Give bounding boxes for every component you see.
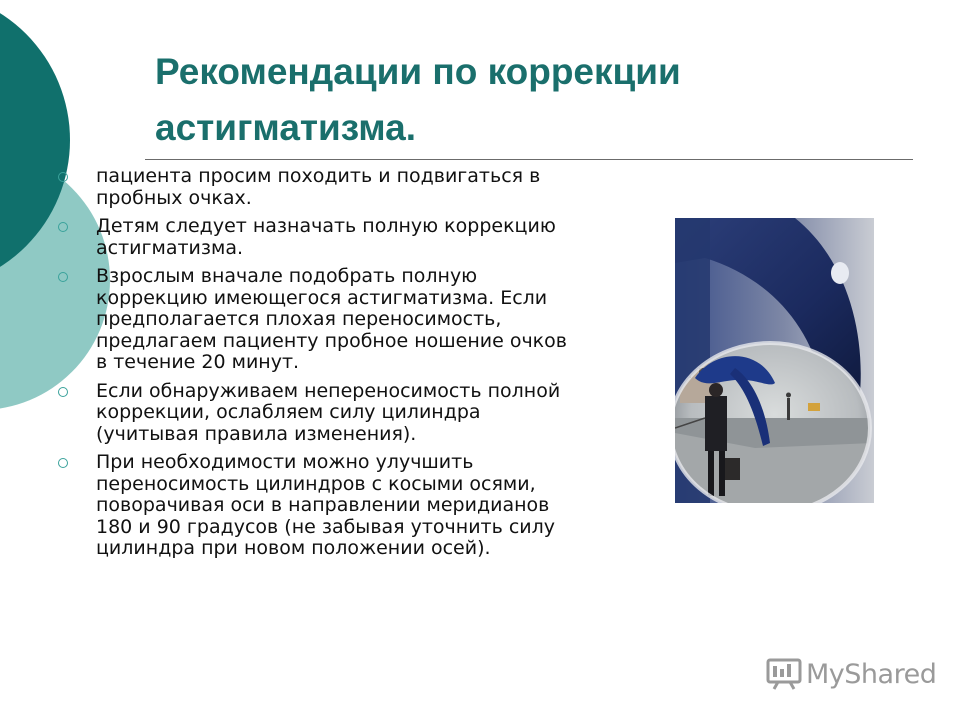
bullet-text: Если обнаруживаем непереносимость полной коррекции, ослабляем силу цилиндра (учитывая правила изменения). <box>96 379 561 445</box>
bullet-item <box>58 381 568 446</box>
bullet-item <box>58 166 568 209</box>
bullet-text: При необходимости можно улучшить переносимость цилиндров с косыми осями, поворачивая оси в направлении меридианов 180 и 90 градусов (не забывая уточнить силу цилиндра при новом положении осей). <box>96 451 556 559</box>
slide-title: Рекомендации по коррекции астигматизма. <box>155 51 681 148</box>
photo-umbrella-lens-icon <box>675 218 874 503</box>
bullet-list <box>58 166 568 567</box>
bullet-item <box>58 452 568 560</box>
bullet-text: пациента просим походить и подвигаться в пробных очках. <box>96 165 541 209</box>
watermark-text: MyShared <box>806 658 937 690</box>
bullet-circle-icon <box>58 222 68 232</box>
myshared-logo-icon <box>766 657 806 691</box>
title-divider <box>145 159 913 160</box>
photo-umbrella-lens <box>675 218 874 503</box>
bullet-circle-icon <box>58 272 68 282</box>
myshared-watermark <box>766 656 936 692</box>
bullet-circle-icon <box>58 387 68 397</box>
bullet-text: Взрослым вначале подобрать полную коррекцию имеющегося астигматизма. Если предполагается плохая переносимость, предлагаем пациенту пробное ношение очков в течение 20 минут. <box>96 265 567 373</box>
bullet-text: Детям следует назначать полную коррекцию астигматизма. <box>96 215 556 259</box>
bullet-circle-icon <box>58 172 68 182</box>
bullet-item <box>58 216 568 259</box>
bullet-circle-icon <box>58 458 68 468</box>
bullet-item <box>58 266 568 374</box>
